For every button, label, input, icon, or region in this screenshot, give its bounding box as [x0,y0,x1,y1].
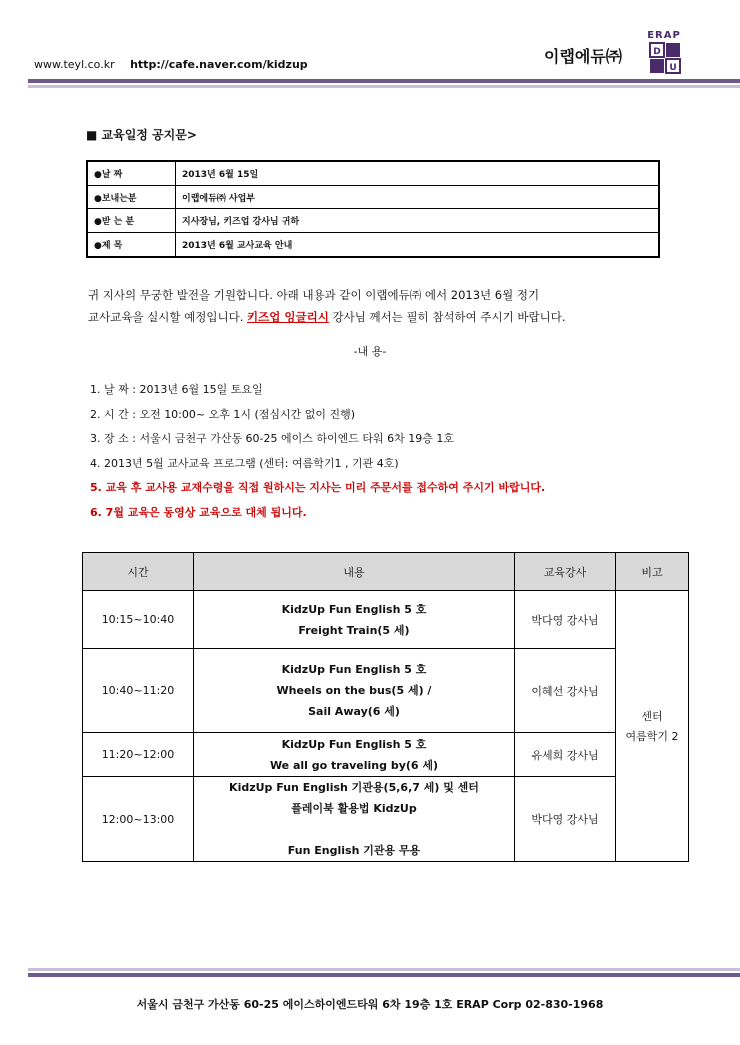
info-value: 이랩에듀㈜ 사업부 [176,185,660,209]
list-item-notice: 5. 교육 후 교사용 교재수령을 직접 원하시는 지사는 미리 주문서를 접수하여 주시기 바랍니다. [90,481,546,494]
detail-list [90,378,710,525]
svg-text:D: D [653,47,661,57]
row-time: 10:40~11:20 [83,649,194,733]
content-line: KidzUp Fun English 기관용(5,6,7 세) 및 센터 [229,781,479,794]
list-item: 1. 날 짜 : 2013년 6월 15일 토요일 [90,383,263,396]
content-line: KidzUp Fun English 5 호 [281,602,427,616]
list-item: 4. 2013년 5월 교사교육 프로그램 (센터: 여름학기1 , 기관 4호) [90,456,399,470]
info-key: ●받 는 분 [87,209,176,233]
erap-logo [640,30,688,74]
info-row [87,185,659,209]
kidzup-english-link[interactable]: 키즈업 잉글리시 [247,310,329,324]
content-line: Wheels on the bus(5 세) / [276,684,432,697]
table-row [83,591,689,649]
header-note: 비고 [616,553,689,591]
body-line-2-pre: 교사교육을 실시할 예정입니다. [88,310,248,324]
footer-address: 서울시 금천구 가산동 60-25 에이스하이엔드타워 6차 19층 1호 ERAP Corp 02-830-1968 [136,998,604,1011]
body-line-1: 귀 지사의 무궁한 발전을 기원합니다. 아래 내용과 같이 이랩에듀㈜ 에서 2013년 6월 정기 [88,288,540,302]
row-content [194,777,515,862]
table-row [83,777,689,862]
info-value: 지사장님, 키즈업 강사님 귀하 [176,209,660,233]
info-key: ●제 목 [87,233,176,257]
row-content [194,649,515,733]
table-header-row [83,553,689,591]
content-line: KidzUp Fun English 5 호 [281,737,427,751]
row-content [194,591,515,649]
info-key: ●날 짜 [87,161,176,185]
row-teacher: 이혜선 강사님 [515,649,616,733]
row-time: 11:20~12:00 [83,733,194,777]
header-teacher: 교육강사 [515,553,616,591]
row-teacher: 박다영 강사님 [515,777,616,862]
row-teacher: 박다영 강사님 [515,591,616,649]
content-line: 플레이북 활용법 KidzUp [291,802,417,815]
row-content [194,733,515,777]
page-title: ■ 교육일정 공지문> [86,128,197,142]
info-row [87,209,659,233]
body-paragraph [88,284,688,328]
row-note [616,591,689,862]
content-line: Fun English 기관용 무용 [287,844,421,857]
logo-text: ERAP [647,30,681,41]
body-line-2 [88,306,688,328]
header-links [34,58,308,71]
info-table [86,160,660,258]
list-item: 3. 장 소 : 서울시 금천구 가산동 60-25 에이스 하이엔드 타워 6차 19층 1호 [90,432,455,445]
info-value: 2013년 6월 교사교육 안내 [176,233,660,257]
content-line: Sail Away(6 세) [308,705,400,718]
schedule-table [82,552,689,862]
table-row [83,733,689,777]
cafe-url[interactable]: http://cafe.naver.com/kidzup [130,58,308,71]
logo-mark-icon [640,30,688,74]
brand-name: 이랩에듀㈜ [544,47,622,66]
info-row [87,233,659,257]
content-line: We all go traveling by(6 세) [269,758,439,772]
website-url[interactable]: www.teyl.co.kr [34,58,115,71]
info-key: ●보내는분 [87,185,176,209]
header-time: 시간 [83,553,194,591]
body-line-2-post: 강사님 께서는 필히 참석하여 주시기 바랍니다. [328,310,566,324]
info-row [87,161,659,185]
list-item: 2. 시 간 : 오전 10:00~ 오후 1시 (점심시간 없이 진행) [90,407,356,421]
content-line [198,819,510,840]
note-line: 센터 [641,710,663,723]
content-line: Freight Train(5 세) [298,623,410,637]
info-value: 2013년 6월 15일 [176,161,660,185]
row-teacher: 유세희 강사님 [515,733,616,777]
header-content: 내용 [194,553,515,591]
note-line: 여름학기 2 [625,730,679,743]
content-heading: -내 용- [353,345,387,358]
content-line: KidzUp Fun English 5 호 [281,663,427,676]
footer-stripe [28,968,740,977]
svg-text:U: U [669,63,677,73]
row-time: 12:00~13:00 [83,777,194,862]
header-stripe [28,79,740,88]
list-item-notice: 6. 7월 교육은 동영상 교육으로 대체 됩니다. [90,505,307,519]
row-time: 10:15~10:40 [83,591,194,649]
table-row [83,649,689,733]
